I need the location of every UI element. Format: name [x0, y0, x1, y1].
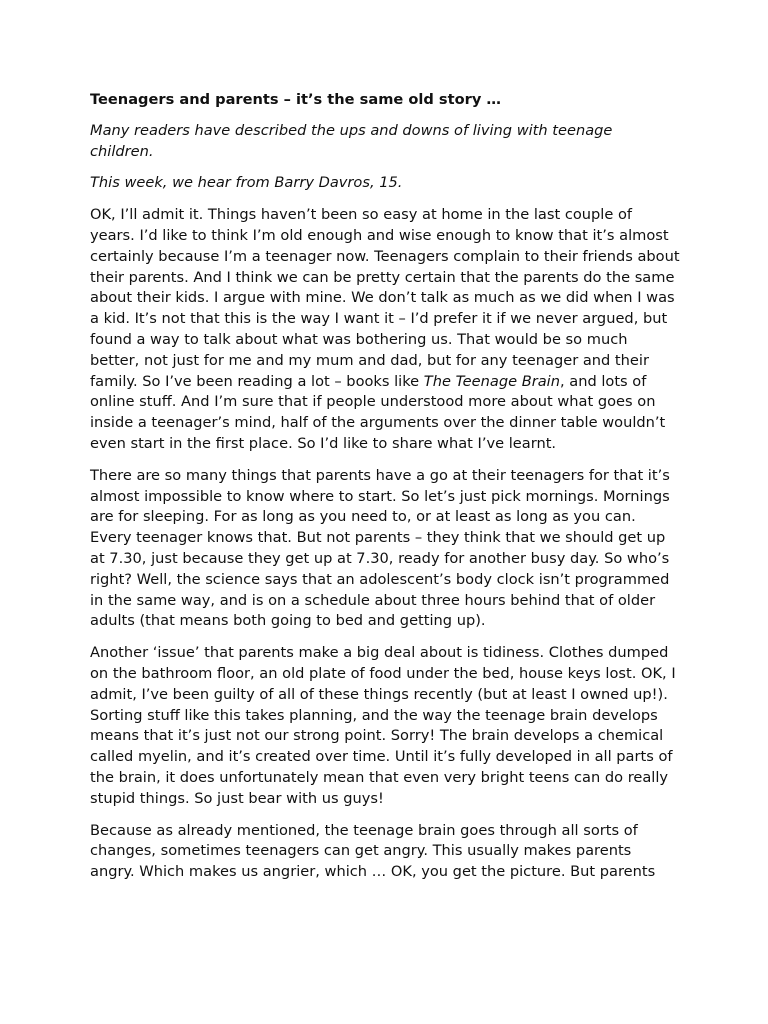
body-paragraph-3 — [90, 643, 680, 809]
paragraph-text: , and lots of online stuff. And I’m sure that if people understood more about what goes on inside a teenager’s mind, half of the arguments over the dinner table wouldn’t even start in the first place. So I’d like to share what I’ve learnt. — [90, 372, 666, 452]
paragraph-text: Another ‘issue’ that parents make a big deal about is tidiness. Clothes dumped on the bathroom floor, an old plate of food under the bed, house keys lost. OK, I admit, I’ve been guilty of all of these things recently (but at least I owned up!). Sorting stuff like this takes planning, and the way the teenage brain develops means that it’s just not our strong point. Sorry! The brain develops a chemical called myelin, and it’s created over time. Until it’s fully developed in all parts of the brain, it does unfortunately mean that even very bright teens can do really stupid things. So just bear with us guys! — [90, 644, 676, 807]
paragraph-text: Because as already mentioned, the teenage brain goes through all sorts of changes, sometimes teenagers can get angry. This usually makes parents angry. Which makes us angrier, which … OK, you get the picture. But parents — [90, 821, 656, 881]
paragraph-text: There are so many things that parents have a go at their teenagers for that it’s almost impossible to know where to start. So let’s just pick mornings. Mornings are for sleeping. For as long as you need to, or at least as long as you can. Every teenager knows that. But not parents – they think that we should get up at 7.30, just because they get up at 7.30, ready for another busy day. So who’s right? Well, the science says that an adolescent’s body clock isn’t programmed in the same way, and is on a schedule about three hours behind that of older adults (that means both going to bed and getting up). — [90, 466, 670, 630]
body-paragraph-4 — [90, 821, 680, 883]
paragraph-text: OK, I’ll admit it. Things haven’t been so easy at home in the last couple of years. I’d like to think I’m old enough and wise enough to know that it’s almost certainly because I’m a teenager now. Teenagers complain to their friends about their parents. And I think we can be pretty certain that the parents do the same about their kids. I argue with mine. We don’t talk as much as we did when I was a kid. It’s not that this is the way I want it – I’d prefer it if we never argued, but found a way to talk about what was bothering us. That would be so much better, not just for me and my mum and dad, but for any teenager and their family. So I’ve been reading a lot – books like — [90, 206, 680, 390]
article-intro-standfirst: Many readers have described the ups and downs of living with teenage children. — [90, 121, 613, 160]
body-paragraph-2 — [90, 466, 680, 632]
book-title: The Teenage Brain — [423, 372, 560, 390]
body-paragraph-1 — [90, 205, 680, 455]
article-intro-byline: This week, we hear from Barry Davros, 15. — [90, 174, 403, 192]
article-title: Teenagers and parents – it’s the same old story … — [90, 91, 502, 108]
article — [90, 90, 680, 894]
